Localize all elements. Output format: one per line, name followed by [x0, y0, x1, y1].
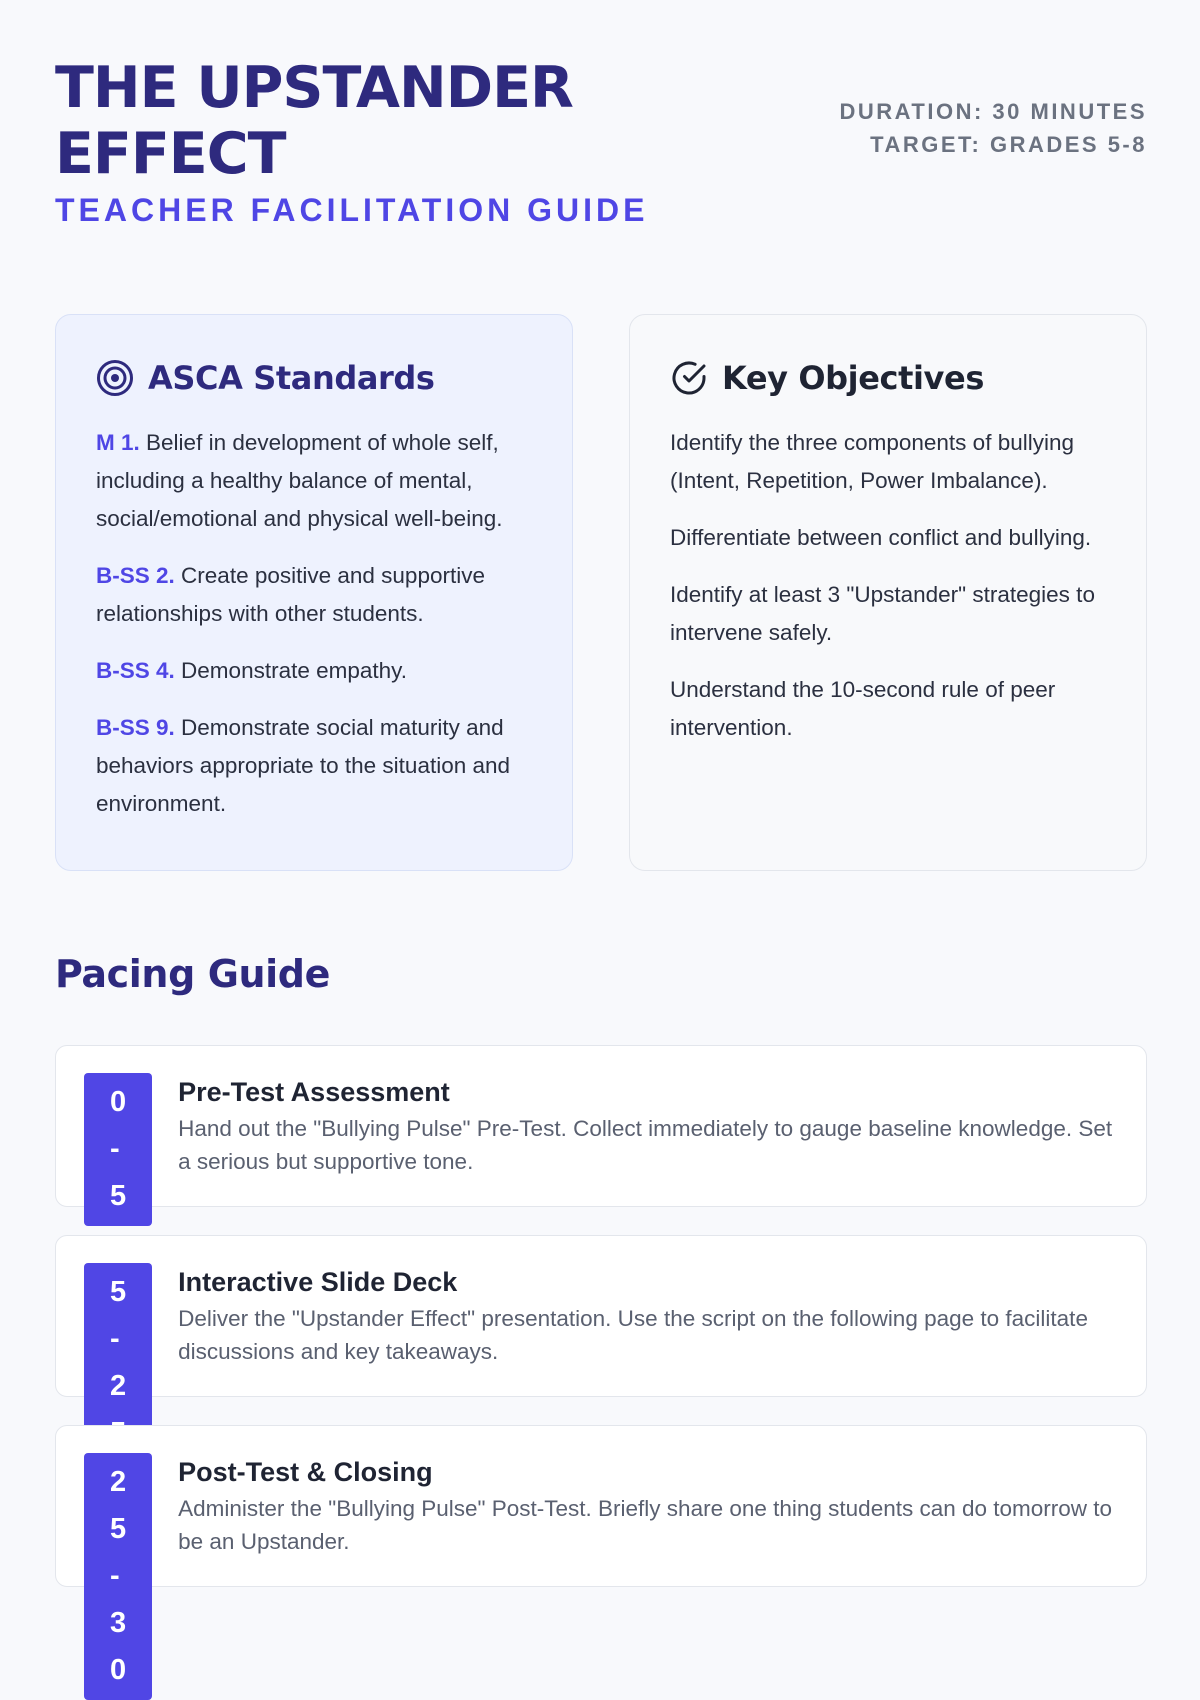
step-body: [178, 1263, 1118, 1368]
pacing-step: [55, 1235, 1147, 1402]
step-title: Pre-Test Assessment: [178, 1077, 450, 1107]
standard-code: B-SS 2.: [96, 563, 175, 588]
standard-code: B-SS 9.: [96, 715, 175, 740]
objective-item: Identify the three components of bullying (Intent, Repetition, Power Imbalance).: [670, 430, 1075, 493]
target-icon: [96, 359, 134, 397]
step-description: Administer the "Bullying Pulse" Post-Test. Briefly share one thing students can do tomorrow to be an Upstander.: [178, 1496, 1113, 1554]
standard-code: B-SS 4.: [96, 658, 175, 683]
step-title: Post-Test & Closing: [178, 1457, 433, 1487]
standard-item: [96, 424, 532, 538]
check-circle-icon: [670, 359, 708, 397]
guide-page: [55, 55, 1147, 1686]
objectives-card-header: [670, 356, 1106, 400]
pacing-step: [55, 1045, 1147, 1212]
step-body: [178, 1453, 1118, 1558]
standards-card: [55, 314, 573, 871]
info-cards: [55, 314, 1147, 871]
step-time-badge: 0-5: [84, 1073, 152, 1226]
objective-item: Identify at least 3 "Upstander" strategies to intervene safely.: [670, 582, 1095, 645]
objective-item: Differentiate between conflict and bullying.: [670, 525, 1092, 550]
objective-item: Understand the 10-second rule of peer intervention.: [670, 677, 1056, 740]
page-header: [55, 55, 1147, 275]
pacing-title: Pacing Guide: [55, 952, 330, 996]
target-label: TARGET: GRADES 5-8: [870, 132, 1147, 157]
step-body: [178, 1073, 1118, 1178]
standard-code: M 1.: [96, 430, 140, 455]
step-time-badge: 5-2: [84, 1263, 152, 1463]
standards-title: ASCA Standards: [148, 359, 435, 397]
standard-text: Demonstrate empathy.: [181, 658, 407, 683]
page-subtitle: TEACHER FACILITATION GUIDE: [55, 192, 649, 228]
standard-item: [96, 652, 532, 690]
standard-text: Belief in development of whole self, including a healthy balance of mental, social/emotional and physical well-being.: [96, 430, 503, 531]
step-time-badge: 25-30: [84, 1453, 152, 1700]
page-title: THE UPSTANDER EFFECT: [55, 55, 573, 187]
step-title: Interactive Slide Deck: [178, 1267, 458, 1297]
step-description: Deliver the "Upstander Effect" presentation. Use the script on the following page to facilitate discussions and key takeaways.: [178, 1306, 1088, 1364]
step-description: Hand out the "Bullying Pulse" Pre-Test. Collect immediately to gauge baseline knowledge. Set a serious but supportive tone.: [178, 1116, 1113, 1174]
standards-card-header: [96, 356, 532, 400]
standard-item: [96, 709, 532, 823]
objectives-card: [629, 314, 1147, 871]
standard-text: Create positive and supportive relationships with other students.: [96, 563, 485, 626]
lesson-meta: [837, 95, 1147, 161]
pacing-step: [55, 1425, 1147, 1686]
standard-item: [96, 557, 532, 633]
objectives-title: Key Objectives: [722, 359, 984, 397]
standard-text: Demonstrate social maturity and behaviors appropriate to the situation and environment.: [96, 715, 511, 816]
duration-label: DURATION: 30 MINUTES: [839, 99, 1147, 124]
